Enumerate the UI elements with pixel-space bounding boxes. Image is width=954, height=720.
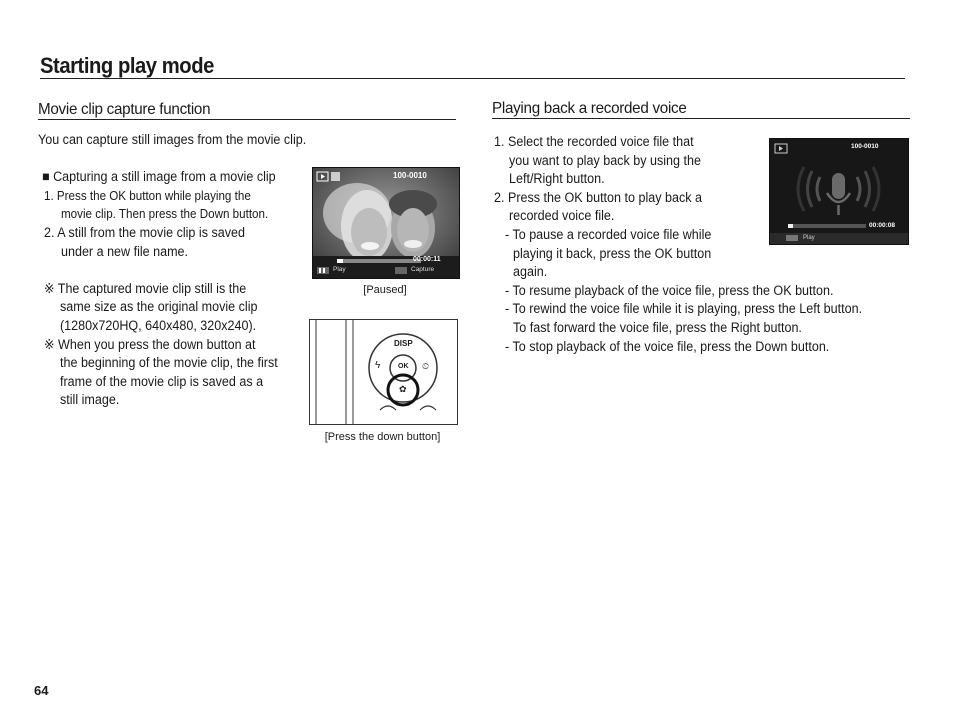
note-line: ※ The captured movie clip still is the xyxy=(44,281,247,296)
voice-line: again. xyxy=(513,264,548,279)
section-heading-voice: Playing back a recorded voice xyxy=(492,100,687,117)
play-label: Play xyxy=(333,266,346,273)
voice-line: recorded voice file. xyxy=(509,208,615,223)
step-line: movie clip. Then press the Down button. xyxy=(61,207,269,221)
movie-paused-screen xyxy=(312,167,460,279)
voice-play-label: Play xyxy=(803,235,815,241)
voice-line: To fast forward the voice file, press the Right button. xyxy=(513,320,802,335)
disp-label: DISP xyxy=(394,339,413,348)
voice-line: 2. Press the OK button to play back a xyxy=(494,190,702,205)
voice-line: - To pause a recorded voice file while xyxy=(505,227,712,242)
camera-back-illustration xyxy=(309,319,458,425)
flash-icon: ϟ xyxy=(375,360,381,371)
file-number: 100-0010 xyxy=(393,171,427,180)
page-number: 64 xyxy=(34,683,49,698)
ok-label: OK xyxy=(398,363,409,370)
voice-line: playing it back, press the OK button xyxy=(513,246,712,261)
screen2-caption: [Press the down button] xyxy=(324,431,441,443)
pause-icon xyxy=(319,260,327,265)
voice-time-readout: 00:00:08 xyxy=(869,222,896,229)
camera-buttons-drawing xyxy=(310,320,457,424)
time-readout: 00:00:11 xyxy=(413,256,441,263)
note-line: same size as the original movie clip xyxy=(60,299,258,314)
note-line: frame of the movie clip is saved as a xyxy=(60,374,264,389)
step-line: 2. A still from the movie clip is saved xyxy=(44,225,245,240)
voice-line: 1. Select the recorded voice file that xyxy=(494,134,694,149)
section-divider-right xyxy=(492,118,910,119)
step-line: 1. Press the OK button while playing the xyxy=(44,189,251,203)
intro-text: You can capture still images from the movie clip. xyxy=(38,132,307,147)
subheading-capture: ■ Capturing a still image from a movie clip xyxy=(42,169,276,184)
section-divider-left xyxy=(38,119,456,120)
macro-icon: ✿ xyxy=(399,384,407,394)
voice-line: Left/Right button. xyxy=(509,171,605,186)
capture-label: Capture xyxy=(411,266,435,273)
title-divider xyxy=(40,78,905,79)
voice-playback-screen xyxy=(769,138,909,245)
note-line: still image. xyxy=(60,392,120,407)
voice-file-number: 100-0010 xyxy=(851,143,879,150)
step-line: under a new file name. xyxy=(61,244,189,259)
note-line: the beginning of the movie clip, the first xyxy=(60,355,278,370)
self-timer-icon: ⏲ xyxy=(422,361,430,371)
section-heading-capture: Movie clip capture function xyxy=(38,101,211,118)
screen1-caption: [Paused] xyxy=(363,284,407,296)
note-line: (1280x720HQ, 640x480, 320x240). xyxy=(60,318,257,333)
note-line: ※ When you press the down button at xyxy=(44,337,256,352)
voice-line: - To resume playback of the voice file, press the OK button. xyxy=(505,283,834,298)
voice-line: - To stop playback of the voice file, press the Down button. xyxy=(505,339,830,354)
voice-line: - To rewind the voice file while it is playing, press the Left button. xyxy=(505,301,863,316)
voice-line: you want to play back by using the xyxy=(509,153,701,168)
page-title: Starting play mode xyxy=(40,53,214,78)
